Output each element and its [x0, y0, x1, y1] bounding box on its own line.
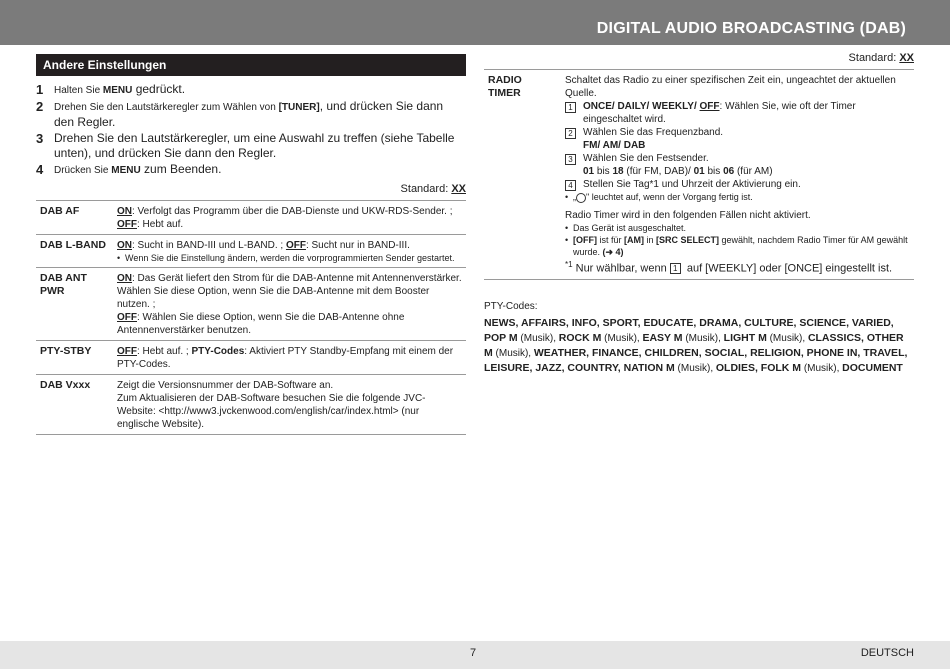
standard-label: Standard: — [400, 183, 452, 195]
standard-label: Standard: — [848, 52, 900, 64]
setting-note: • Wenn Sie die Einstellung ändern, werden die vorprogrammierten Sender gestartet. — [117, 252, 462, 264]
setting-name: DAB L-BAND — [36, 235, 113, 268]
step-number: 1 — [36, 82, 44, 97]
setting-name: DAB AF — [36, 201, 113, 235]
step-number: 3 — [36, 131, 44, 146]
standard-note-right — [814, 52, 914, 64]
step-text: Halten Sie — [54, 85, 103, 96]
table-row — [36, 201, 466, 235]
language-label: DEUTSCH — [860, 647, 914, 659]
pty-list: NEWS, AFFAIRS, INFO, SPORT, EDUCATE, DRAMA, CULTURE, SCIENCE, VARIED, POP M (Musik), ROCK M (Musik), EASY M (Musik), LIGHT M (Musik), CLASSICS, OTHER M (Musik), WEATHER, FINANCE, CHILDREN, SOCIAL, RELIGION, PHONE IN, TRAVEL, LEISURE, JAZZ, COUNTRY, NATION M (Musik), OLDIES, FOLK M (Musik), DOCUMENT — [484, 317, 908, 374]
page-header — [0, 0, 950, 45]
setting-name: DAB Vxxx — [36, 375, 113, 435]
menu-key: MENU — [102, 85, 133, 96]
table-row — [36, 268, 466, 341]
setting-description: Zeigt die Versionsnummer der DAB-Software an. Zum Aktualisieren der DAB-Software besuchen Sie die folgende JVC-Website: <http://www3.jvckenwood.com/english/car/index.html> (nur englische Website). — [113, 375, 466, 435]
radio-timer-table — [484, 69, 914, 280]
setting-name: PTY-STBY — [36, 341, 113, 375]
setting-description: Schaltet das Radio zu einer spezifischen Zeit ein, ungeachtet der aktuellen Quelle. 1 ONCE/ DAILY/ WEEKLY/ OFF: Wählen Sie, wie oft der Timer eingeschaltet wird. 2 Wählen Sie das Frequenzband. FM/ AM/ DAB 3 Wählen Sie den Festsender. 01 bis 18 (für FM, DAB)/ 01 bis 06 (für AM) 4 Stellen Sie Tag*1 und Uhrzeit der Aktivierung ein. • „ " leuchtet auf, wenn der Vorgang fertig ist. Radio Timer wird in den folgenden Fällen nicht aktiviert. • Das Gerät ist ausgeschaltet. • [OFF] ist für [AM] in [SRC SELECT] gewählt, nachdem Radio Timer für AM gewählt wurde. (➜ 4) $^{*1}$ Nur wählbar, wenn 1 auf [WEEKLY] oder [ONCE] eingestellt ist. — [561, 70, 914, 280]
setting-name: RADIO TIMER — [484, 70, 561, 280]
table-row — [484, 70, 914, 280]
step-number: 2 — [36, 99, 44, 114]
step-1 — [36, 82, 466, 98]
pty-codes — [484, 300, 914, 376]
setting-description: ON: Verfolgt das Programm über die DAB-Dienste und UKW-RDS-Sender. ; OFF: Hebt auf. — [113, 201, 466, 235]
step-2 — [36, 99, 466, 130]
page-number: 7 — [470, 647, 477, 659]
table-row — [36, 341, 466, 375]
step-box-icon: 1 — [670, 263, 681, 274]
step-box-icon: 2 — [565, 128, 576, 139]
pty-label: PTY-Codes: — [484, 301, 538, 312]
section-heading — [36, 54, 466, 76]
setting-description: ON: Das Gerät liefert den Strom für die DAB-Antenne mit Antennenverstärker. Wählen Sie diese Option, wenn Sie die DAB-Antenne mit dem Booster nutzen. ; OFF: Wählen Sie diese Option, wenn Sie die DAB-Antenne ohne Antennenverstärker benutzen. — [113, 268, 466, 341]
page-footer — [0, 641, 950, 669]
settings-table — [36, 200, 466, 435]
standard-note-left — [366, 183, 466, 195]
timer-note: • „ " leuchtet auf, wenn der Vorgang fertig ist. — [565, 191, 910, 203]
step-3 — [36, 131, 466, 161]
tuner-option: [TUNER] — [278, 102, 320, 113]
step-box-icon: 1 — [565, 102, 576, 113]
step-text: gedrückt. — [132, 82, 186, 96]
step-number: 4 — [36, 162, 44, 177]
setting-name: DAB ANT PWR — [36, 268, 113, 341]
menu-key: MENU — [111, 165, 141, 176]
step-text: zum Beenden. — [140, 162, 222, 176]
step-4 — [36, 162, 466, 178]
standard-value: XX — [451, 183, 466, 195]
step-box-icon: 3 — [565, 154, 576, 165]
page-title: DIGITAL AUDIO BROADCASTING (DAB) — [596, 20, 906, 37]
table-row — [36, 375, 466, 435]
table-row — [36, 235, 466, 268]
step-text: , und drücken Sie dann den Regler. — [54, 99, 444, 129]
section-title: Andere Einstellungen — [43, 58, 167, 72]
setting-description: OFF: Hebt auf. ; PTY-Codes: Aktiviert PTY Standby-Empfang mit einem der PTY-Codes. — [113, 341, 466, 375]
steps-list — [36, 82, 466, 179]
step-box-icon: 4 — [565, 180, 576, 191]
step-text: Drehen Sie den Lautstärkeregler zum Wählen von — [54, 102, 279, 113]
clock-icon — [576, 193, 586, 203]
step-text: Drehen Sie den Lautstärkeregler, um eine Auswahl zu treffen (siehe Tabelle unten), und drücken Sie dann den Regler. — [54, 131, 455, 160]
standard-value: XX — [899, 52, 914, 64]
step-text: Drücken Sie — [54, 165, 112, 176]
setting-description: ON: Sucht in BAND-III und L-BAND. ; OFF: Sucht nur in BAND-III. • Wenn Sie die Einstellung ändern, werden die vorprogrammierten Sender gestartet. — [113, 235, 466, 268]
